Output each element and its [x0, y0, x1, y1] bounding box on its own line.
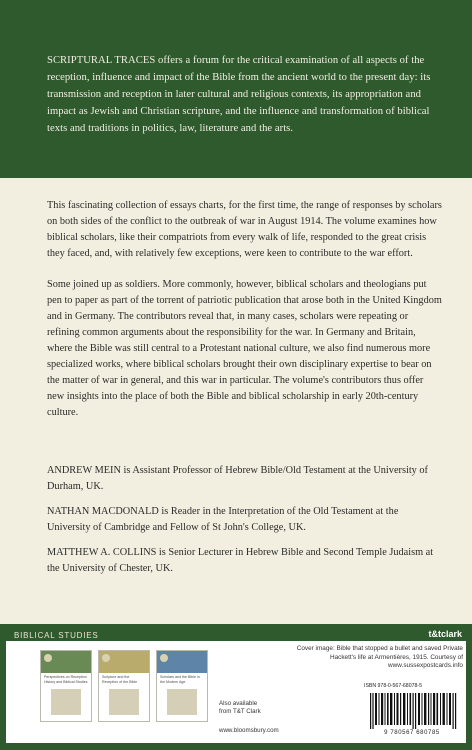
- cover-image: [167, 689, 197, 715]
- series-description: SCRIPTURAL TRACES offers a forum for the critical examination of all aspects of the reception, influence and impact of the Bible from the ancient world to the present day: its transmission and reception in later cultural and religious contexts, its appropriation and impact as Jewish and Christian scripture, and the influence and transformation of biblical texts and traditions in politics, law, literature and the arts.: [47, 55, 431, 134]
- publisher-website: www.bloomsbury.com: [219, 727, 279, 734]
- book-description: [47, 198, 442, 436]
- subject-category: BIBLICAL STUDIES: [14, 631, 99, 640]
- isbn: ISBN 978-0-567-68078-5: [364, 683, 422, 689]
- cover-title: Perspectives on Reception History and Biblical Studies: [44, 675, 88, 684]
- related-book-cover-2: [98, 650, 150, 722]
- cover-title: Scripture and the Reception of the Bible: [102, 675, 138, 684]
- related-book-cover-3: [156, 650, 208, 722]
- also-available-line-1: Also available: [219, 700, 258, 707]
- barcode-number: 9 780567 680785: [384, 730, 440, 736]
- bio-andrew-mein: ANDREW MEIN is Assistant Professor of Hebrew Bible/Old Testament at the University of Durham, UK.: [47, 465, 428, 492]
- also-available: [219, 700, 261, 716]
- series-emblem-icon: [44, 654, 52, 662]
- barcode-icon: [370, 693, 458, 729]
- publisher-logo: t&tclark: [428, 629, 462, 639]
- editor-bios: [47, 463, 442, 586]
- series-emblem-icon: [160, 654, 168, 662]
- description-paragraph-2: Some joined up as soldiers. More commonly, however, biblical scholars and theologians put pen to paper as part of the torrent of patriotic publication that arose both in the United Kingdom and in Germany. The contributors reveal that, in many cases, scholars were repeating or refining common arguments about the responsibility for the war. In Germany and Britain, where the Bible was still central to a Protestant national culture, we also find numerous more specialized works, where biblical scholars brought their own disciplinary expertise to bear on the matter of war in general, and this war in particular. The volume's contributors thus offer new insights into the place of both the Bible and biblical scholarship in early 20th-century culture.: [47, 279, 442, 418]
- cover-image-credit: Cover image: Bible that stopped a bullet and saved Private Hackett's life at Armentières, 1915. Courtesy of www.sussexpostcards.info: [296, 645, 463, 669]
- series-emblem-icon: [102, 654, 110, 662]
- cover-image: [109, 689, 139, 715]
- bio-nathan-macdonald: NATHAN MACDONALD is Reader in the Interpretation of the Old Testament at the University of Cambridge and Fellow of St John's College, UK.: [47, 506, 399, 533]
- also-available-line-2: from T&T Clark: [219, 708, 261, 715]
- cover-title: Scholars and the Bible in the Modern Age: [160, 675, 200, 684]
- cover-image: [51, 689, 81, 715]
- bio-matthew-collins: MATTHEW A. COLLINS is Senior Lecturer in Hebrew Bible and Second Temple Judaism at the University of Chester, UK.: [47, 547, 434, 574]
- description-paragraph-1: This fascinating collection of essays charts, for the first time, the range of responses by scholars on both sides of the conflict to the outbreak of war in August 1914. The volume examines how biblical scholars, like their compatriots from every walk of life, responded to the great crisis they faced, and, with relatively few exceptions, were keen to contribute to the war effort.: [47, 200, 442, 259]
- related-book-cover-1: [40, 650, 92, 722]
